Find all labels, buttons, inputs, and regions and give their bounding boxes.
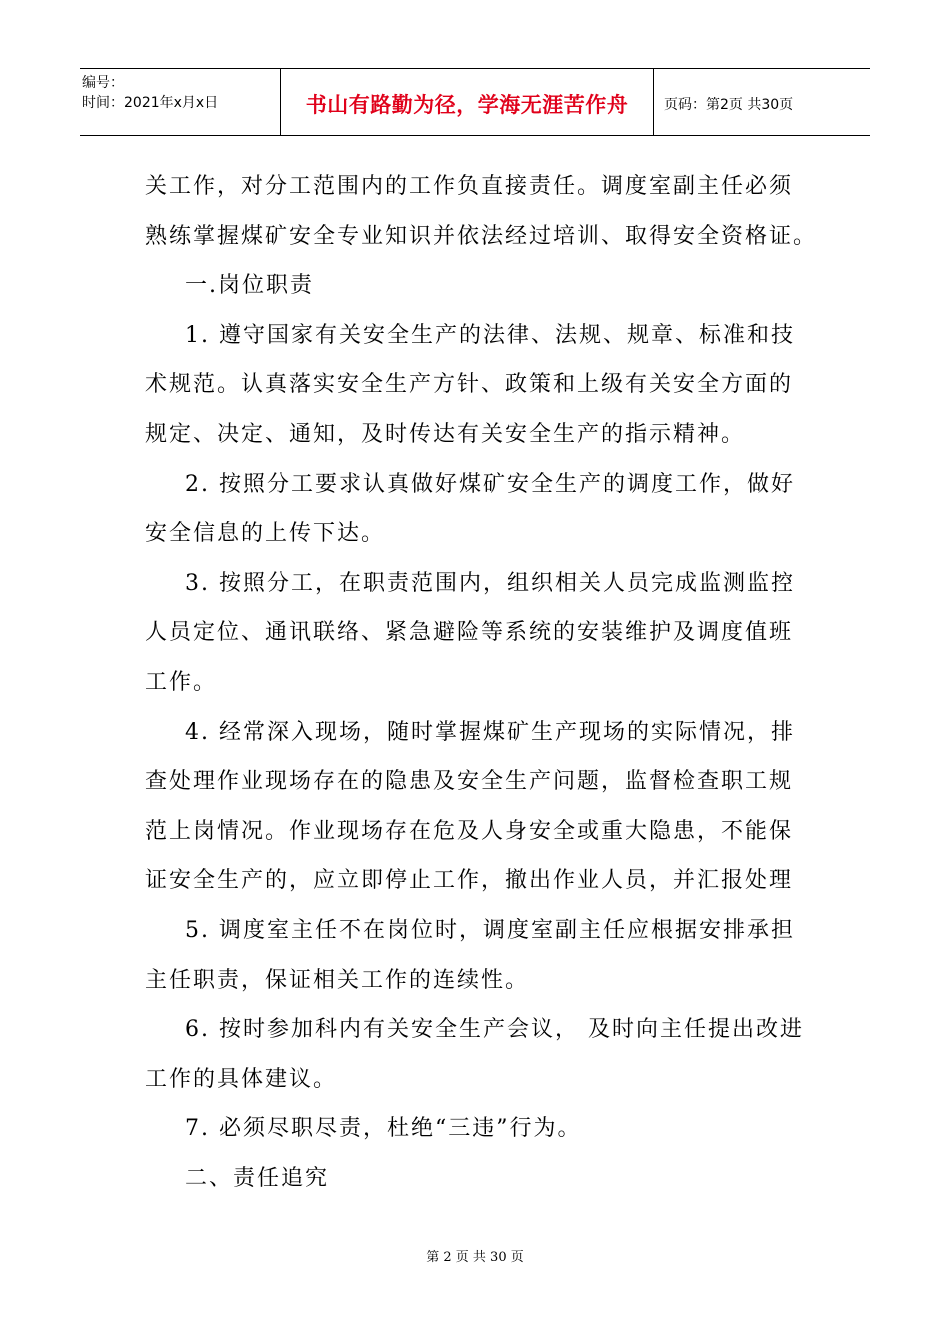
page-header (80, 68, 870, 136)
document-number-label: 编号： (82, 75, 124, 91)
body-line: 熟练掌握煤矿安全专业知识并依法经过培训、取得安全资格证。 (145, 223, 818, 249)
body-line: 4. 经常深入现场，随时掌握煤矿生产现场的实际情况，排 (185, 719, 795, 745)
body-line: 人员定位、通讯联络、紧急避险等系统的安装维护及调度值班 (145, 620, 794, 646)
body-line: 范上岗情况。作业现场存在危及人身安全或重大隐患，不能保 (145, 818, 794, 844)
body-line: 3. 按照分工，在职责范围内，组织相关人员完成监测监控 (185, 570, 795, 596)
body-line: 2. 按照分工要求认真做好煤矿安全生产的调度工作，做好 (185, 471, 795, 497)
body-line: 工作的具体建议。 (145, 1066, 338, 1092)
body-line: 工作。 (145, 669, 218, 695)
body-line: 证安全生产的，应立即停止工作，撤出作业人员，并汇报处理 (145, 868, 794, 894)
section-heading: 二、责任追究 (185, 1165, 330, 1191)
body-line: 规定、决定、通知，及时传达有关安全生产的指示精神。 (145, 421, 746, 447)
body-line: 安全信息的上传下达。 (145, 521, 386, 547)
body-line: 主任职责，保证相关工作的连续性。 (145, 967, 530, 993)
body-line: 查处理作业现场存在的隐患及安全生产问题，监督检查职工规 (145, 769, 794, 795)
document-time: 时间：2021年x月x日 (82, 95, 219, 111)
page-footer (0, 1246, 950, 1265)
header-page-code (654, 69, 870, 135)
body-line: 7. 必须尽职尽责，杜绝“三违”行为。 (185, 1116, 582, 1142)
body-line: 关工作，对分工范围内的工作负直接责任。调度室副主任必须 (145, 174, 794, 199)
body-line: 6. 按时参加科内有关安全生产会议， 及时向主任提出改进 (185, 1017, 804, 1043)
body-line: 术规范。认真落实安全生产方针、政策和上级有关安全方面的 (145, 372, 794, 398)
section-heading: 一.岗位职责 (185, 273, 314, 299)
header-motto-cell (281, 69, 654, 135)
footer-page-number: 第 2 页 共 30 页 (426, 1250, 524, 1265)
header-motto: 书山有路勤为径，学海无涯苦作舟 (305, 93, 629, 117)
header-page-code-text: 页码：第2页 共30页 (664, 97, 794, 113)
body-line: 1. 遵守国家有关安全生产的法律、法规、规章、标准和技 (185, 322, 795, 348)
document-body (145, 162, 818, 1203)
header-meta (80, 69, 281, 135)
body-line: 5. 调度室主任不在岗位时，调度室副主任应根据安排承担 (185, 917, 795, 943)
